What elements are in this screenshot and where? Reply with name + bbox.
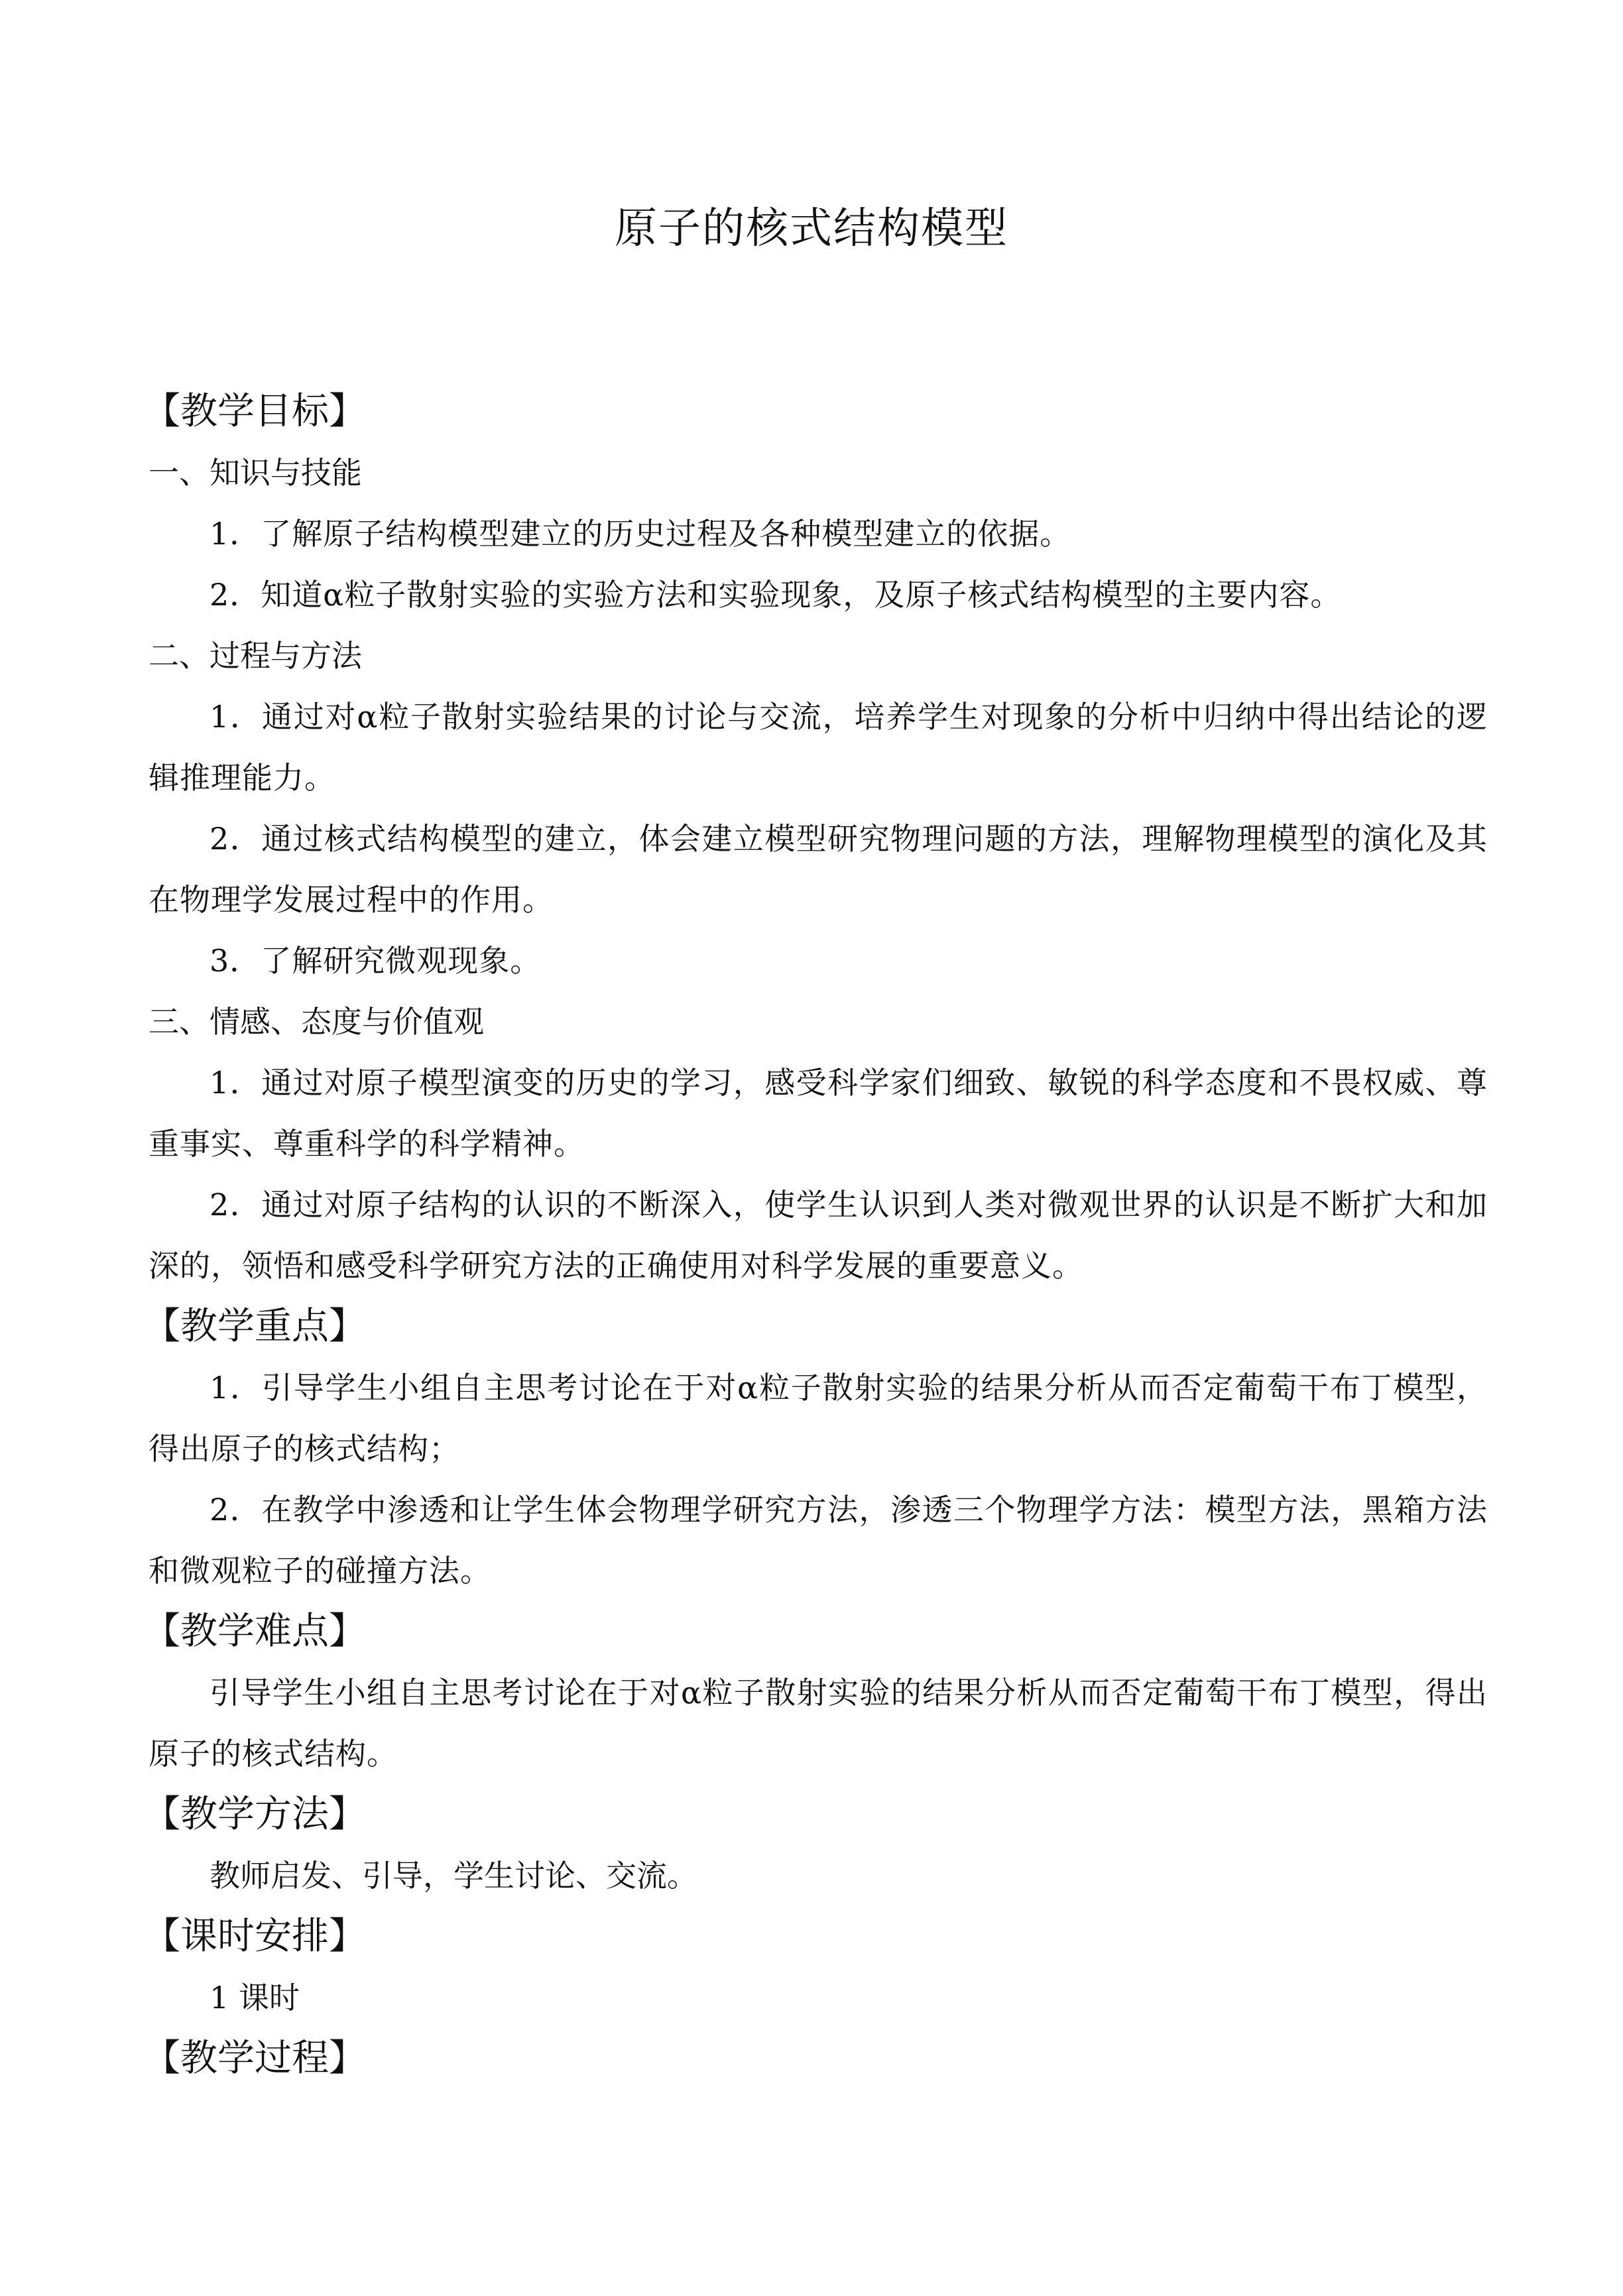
process-item-1: 1．通过对α粒子散射实验结果的讨论与交流，培养学生对现象的分析中归纳中得出结论的逻辑推理能力。 [149,699,1488,796]
document-title: 原子的核式结构模型 [615,204,1008,253]
emotion-item-1: 1．通过对原子模型演变的历史的学习，感受科学家们细致、敏锐的科学态度和不畏权威、尊重事实、尊重科学的科学精神。 [149,1065,1488,1162]
methods-text: 教师启发、引导，学生讨论、交流。 [210,1858,697,1894]
schedule-text: 1 课时 [210,1980,300,2016]
schedule-heading: 【课时安排】 [143,1915,366,1958]
knowledge-item-2: 2．知道α粒子散射实验的实验方法和实验现象，及原子核式结构模型的主要内容。 [210,577,1342,613]
process-item-2: 2．通过核式结构模型的建立，体会建立模型研究物理问题的方法，理解物理模型的演化及其在物理学发展过程中的作用。 [149,821,1488,918]
methods-heading: 【教学方法】 [143,1793,366,1836]
key-point-1: 1．引导学生小组自主思考讨论在于对α粒子散射实验的结果分析从而否定葡萄干布丁模型，得出原子的核式结构； [149,1370,1488,1467]
difficulties-text: 引导学生小组自主思考讨论在于对α粒子散射实验的结果分析从而否定葡萄干布丁模型，得出原子的核式结构。 [149,1675,1488,1772]
goals-heading: 【教学目标】 [143,390,366,433]
teaching-process-heading: 【教学过程】 [143,2037,366,2080]
emotion-item-2: 2．通过对原子结构的认识的不断深入，使学生认识到人类对微观世界的认识是不断扩大和加深的，领悟和感受科学研究方法的正确使用对科学发展的重要意义。 [149,1187,1488,1284]
key-point-2: 2．在教学中渗透和让学生体会物理学研究方法，渗透三个物理学方法：模型方法，黑箱方法和微观粒子的碰撞方法。 [149,1492,1488,1589]
process-item-3: 3．了解研究微观现象。 [210,943,542,979]
difficulties-heading: 【教学难点】 [143,1610,366,1653]
knowledge-heading: 一、知识与技能 [149,455,362,491]
process-heading: 二、过程与方法 [149,638,362,674]
key-points-heading: 【教学重点】 [143,1305,366,1348]
emotion-heading: 三、情感、态度与价值观 [149,1004,484,1040]
document-body [143,381,1488,2089]
knowledge-item-1: 1．了解原子结构模型建立的历史过程及各种模型建立的依据。 [210,516,1071,552]
